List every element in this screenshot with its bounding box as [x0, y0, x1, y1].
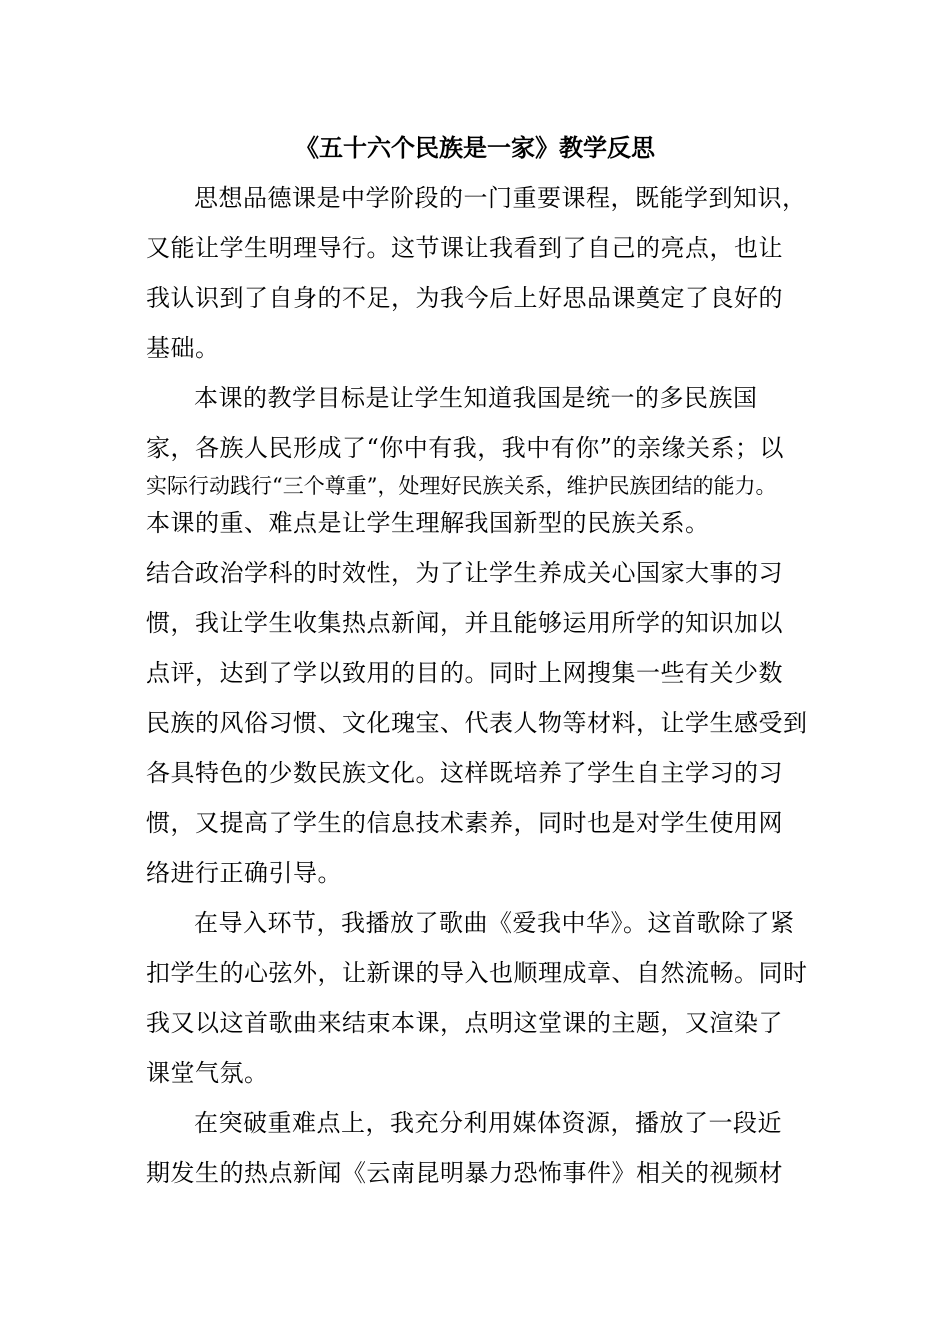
text-line: 点评，达到了学以致用的目的。同时上网搜集一些有关少数 [146, 659, 783, 687]
text-line: 期发生的热点新闻《云南昆明暴力恐怖事件》相关的视频材 [146, 1159, 783, 1187]
text-line: 结合政治学科的时效性，为了让学生养成关心国家大事的习 [146, 559, 783, 587]
text-line: 各具特色的少数民族文化。这样既培养了学生自主学习的习 [146, 759, 783, 787]
text-line: 在突破重难点上，我充分利用媒体资源，播放了一段近 [194, 1109, 782, 1137]
text-line: 思想品德课是中学阶段的一门重要课程，既能学到知识， [194, 184, 807, 212]
text-line: 本课的重、难点是让学生理解我国新型的民族关系。 [146, 509, 710, 537]
text-line: 我认识到了自身的不足，为我今后上好思品课奠定了良好的 [146, 284, 783, 312]
document-title: 《五十六个民族是一家》教学反思 [295, 133, 655, 162]
text-line: 在导入环节，我播放了歌曲《爱我中华》。这首歌除了紧 [194, 909, 795, 937]
text-line: 惯，又提高了学生的信息技术素养，同时也是对学生使用网 [146, 809, 783, 837]
text-line: 民族的风俗习惯、文化瑰宝、代表人物等材料，让学生感受到 [146, 709, 808, 737]
text-line: 课堂气氛。 [146, 1059, 269, 1087]
text-line: 扣学生的心弦外，让新课的导入也顺理成章、自然流畅。同时 [146, 959, 808, 987]
text-line: 实际行动践行“三个尊重”，处理好民族关系，维护民族团结的能力。 [146, 474, 777, 498]
text-line: 惯，我让学生收集热点新闻，并且能够运用所学的知识加以 [146, 609, 783, 637]
text-line: 我又以这首歌曲来结束本课，点明这堂课的主题，又渲染了 [146, 1009, 783, 1037]
text-line: 基础。 [146, 334, 220, 362]
text-line: 又能让学生明理导行。这节课让我看到了自己的亮点，也让 [146, 234, 783, 262]
text-line: 家，各族人民形成了“你中有我，我中有你”的亲缘关系；以 [146, 434, 785, 462]
text-line: 络进行正确引导。 [146, 859, 342, 887]
text-line: 本课的教学目标是让学生知道我国是统一的多民族国 [194, 384, 758, 412]
